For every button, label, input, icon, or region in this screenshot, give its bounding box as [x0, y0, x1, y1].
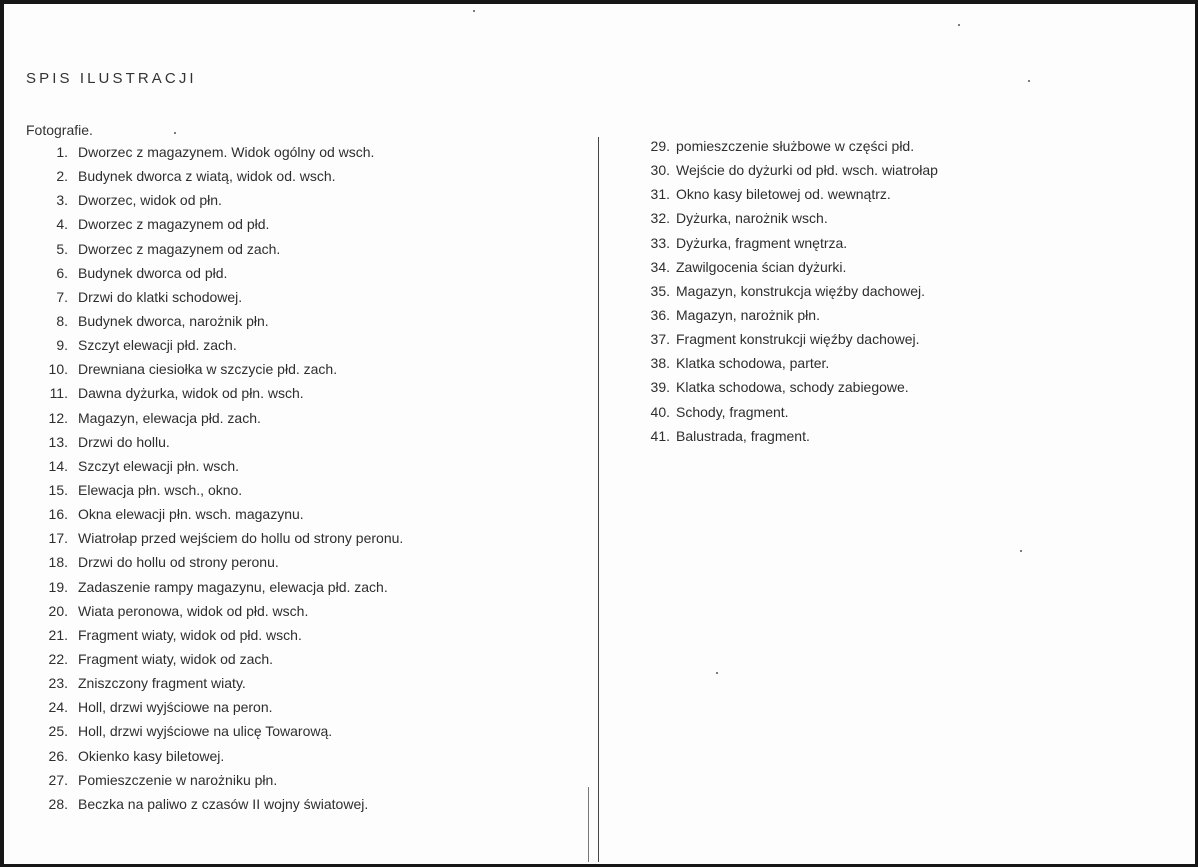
item-number: 26. [48, 747, 68, 764]
list-item [48, 647, 568, 671]
item-caption: Okienko kasy biletowej. [78, 747, 225, 764]
item-caption: Holl, drzwi wyjściowe na ulicę Towarową. [78, 723, 333, 740]
item-number: 10. [48, 361, 68, 378]
list-item [48, 526, 568, 550]
list-item [48, 406, 568, 430]
scan-speck [716, 672, 718, 674]
scan-speck [958, 24, 960, 26]
list-item [48, 454, 568, 478]
list-item [48, 768, 568, 792]
illustration-list-left [48, 140, 568, 816]
list-item [48, 550, 568, 574]
item-number: 21. [48, 626, 68, 643]
item-number: 31. [650, 186, 670, 203]
list-item [648, 351, 1168, 375]
item-caption: Beczka na paliwo z czasów II wojny światowej. [78, 795, 369, 812]
item-number: 17. [48, 530, 68, 547]
list-item [48, 792, 568, 816]
list-item [48, 623, 568, 647]
item-number: 5. [56, 240, 68, 257]
list-item [48, 575, 568, 599]
item-caption: Dawna dyżurka, widok od płn. wsch. [78, 385, 304, 402]
item-number: 41. [650, 427, 670, 444]
item-number: 6. [56, 264, 68, 281]
item-number: 39. [650, 379, 670, 396]
item-caption: Holl, drzwi wyjściowe na peron. [78, 699, 273, 716]
item-caption: Zawilgocenia ścian dyżurki. [676, 258, 847, 275]
column-divider-secondary [588, 787, 589, 862]
scan-speck [1020, 550, 1022, 552]
list-item [48, 237, 568, 261]
item-number: 18. [48, 554, 68, 571]
item-caption: Drzwi do hollu. [78, 433, 170, 450]
item-caption: Magazyn, elewacja płd. zach. [78, 409, 261, 426]
section-label: Fotografie. [26, 122, 93, 138]
list-item [48, 309, 568, 333]
item-caption: Szczyt elewacji płd. zach. [78, 337, 237, 354]
item-caption: Okno kasy biletowej od. wewnątrz. [676, 186, 891, 203]
list-item [48, 357, 568, 381]
item-number: 14. [48, 457, 68, 474]
list-item [648, 158, 1168, 182]
item-number: 37. [650, 331, 670, 348]
item-caption: Pomieszczenie w narożniku płn. [78, 771, 278, 788]
item-caption: Wiatrołap przed wejściem do hollu od strony peronu. [78, 530, 404, 547]
item-caption: Budynek dworca, narożnik płn. [78, 312, 269, 329]
item-number: 3. [56, 192, 68, 209]
item-number: 12. [48, 409, 68, 426]
item-caption: Fragment wiaty, widok od zach. [78, 650, 274, 667]
item-number: 24. [48, 699, 68, 716]
list-item [48, 261, 568, 285]
list-item [648, 327, 1168, 351]
item-number: 33. [650, 234, 670, 251]
item-caption: Klatka schodowa, schody zabiegowe. [676, 379, 909, 396]
list-item [648, 134, 1168, 158]
item-caption: Elewacja płn. wsch., okno. [78, 481, 243, 498]
list-item [648, 303, 1168, 327]
item-caption: Budynek dworca z wiatą, widok od. wsch. [78, 168, 336, 185]
item-number: 29. [650, 138, 670, 154]
item-number: 11. [49, 385, 68, 402]
list-item [648, 182, 1168, 206]
list-item [48, 164, 568, 188]
column-divider [598, 137, 599, 862]
item-number: 22. [48, 650, 68, 667]
item-caption: Okna elewacji płn. wsch. magazynu. [78, 506, 304, 523]
list-item [48, 333, 568, 357]
scan-speck [1028, 80, 1030, 82]
item-number: 23. [48, 675, 68, 692]
item-caption: Szczyt elewacji płn. wsch. [78, 457, 240, 474]
item-caption: Schody, fragment. [676, 403, 789, 420]
item-caption: Dworzec z magazynem od płd. [78, 216, 270, 233]
item-number: 9. [56, 337, 68, 354]
item-caption: Wejście do dyżurki od płd. wsch. wiatrołap [676, 162, 938, 179]
item-number: 19. [48, 578, 68, 595]
item-caption: Fragment konstrukcji więźby dachowej. [676, 331, 920, 348]
list-item [648, 279, 1168, 303]
list-item [48, 212, 568, 236]
item-number: 40. [650, 403, 670, 420]
item-number: 15. [48, 481, 68, 498]
list-item [48, 430, 568, 454]
item-caption: Drewniana ciesiołka w szczycie płd. zach. [78, 361, 338, 378]
scan-speck [473, 10, 475, 12]
item-number: 7. [56, 288, 68, 305]
item-caption: Wiata peronowa, widok od płd. wsch. [78, 602, 309, 619]
item-caption: Drzwi do klatki schodowej. [78, 288, 243, 305]
item-caption: Magazyn, konstrukcja więźby dachowej. [676, 282, 926, 299]
item-number: 36. [650, 306, 670, 323]
item-number: 2. [56, 168, 68, 185]
item-caption: Dworzec, widok od płn. [78, 192, 222, 209]
illustration-list-right [648, 134, 1168, 448]
item-number: 16. [48, 506, 68, 523]
item-caption: Dworzec z magazynem od zach. [78, 240, 281, 257]
item-number: 35. [650, 282, 670, 299]
item-number: 27. [48, 771, 68, 788]
item-number: 25. [48, 723, 68, 740]
list-item [648, 206, 1168, 230]
item-number: 30. [650, 162, 670, 179]
list-item [48, 719, 568, 743]
item-caption: Dyżurka, narożnik wsch. [676, 210, 828, 227]
list-item [48, 381, 568, 405]
item-caption: Zadaszenie rampy magazynu, elewacja płd. zach. [78, 578, 388, 595]
list-item [48, 140, 568, 164]
list-item [648, 375, 1168, 399]
item-caption: Magazyn, narożnik płn. [676, 306, 820, 323]
list-item [48, 502, 568, 526]
item-number: 20. [48, 602, 68, 619]
list-item [48, 599, 568, 623]
item-number: 4. [56, 216, 68, 233]
list-item [648, 400, 1168, 424]
list-item [48, 744, 568, 768]
item-caption: Zniszczony fragment wiaty. [78, 675, 246, 692]
item-number: 8. [56, 312, 68, 329]
item-caption: Dworzec z magazynem. Widok ogólny od wsch. [78, 144, 375, 160]
list-item [48, 478, 568, 502]
item-caption: Budynek dworca od płd. [78, 264, 228, 281]
item-caption: Fragment wiaty, widok od płd. wsch. [78, 626, 302, 643]
list-item [48, 695, 568, 719]
item-caption: Dyżurka, fragment wnętrza. [676, 234, 848, 251]
scan-speck [174, 132, 176, 134]
item-number: 34. [650, 258, 670, 275]
list-item [48, 671, 568, 695]
page-title: SPIS ILUSTRACJI [26, 70, 197, 87]
list-item [648, 231, 1168, 255]
list-item [648, 424, 1168, 448]
item-caption: pomieszczenie służbowe w części płd. [676, 138, 915, 154]
item-number: 28. [48, 795, 68, 812]
item-number: 13. [48, 433, 68, 450]
item-caption: Balustrada, fragment. [676, 427, 810, 444]
item-caption: Drzwi do hollu od strony peronu. [78, 554, 279, 571]
list-item [48, 188, 568, 212]
list-item [48, 285, 568, 309]
item-number: 32. [650, 210, 670, 227]
item-number: 38. [650, 355, 670, 372]
item-caption: Klatka schodowa, parter. [676, 355, 830, 372]
list-item [648, 255, 1168, 279]
item-number: 1. [56, 144, 68, 160]
